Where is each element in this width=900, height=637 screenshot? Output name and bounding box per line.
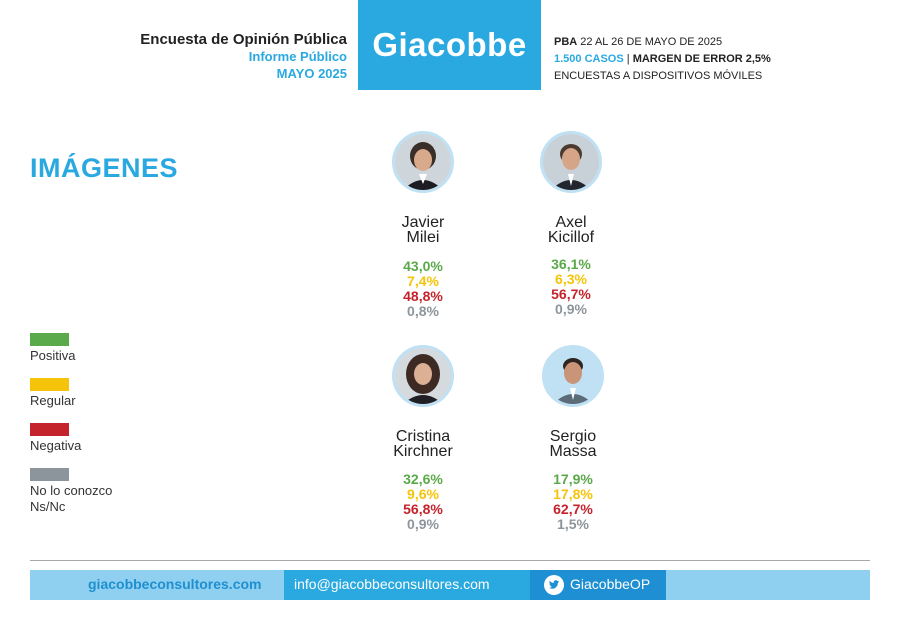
value-regular: 7,4% <box>407 273 439 289</box>
survey-header-left <box>140 31 347 82</box>
avatar-kirchner <box>392 345 454 407</box>
value-positiva: 36,1% <box>551 256 591 272</box>
legend-swatch-unknown <box>30 468 69 481</box>
margin-of-error: MARGEN DE ERROR 2,5% <box>632 53 771 65</box>
section-title: IMÁGENES <box>30 153 179 183</box>
candidate-name <box>358 429 488 459</box>
legend-label-negative: Negativa <box>30 438 82 453</box>
avatar-kicillof <box>540 131 602 193</box>
survey-method: ENCUESTAS A DISPOSITIVOS MÓVILES <box>554 70 763 82</box>
cases-count: 1.500 CASOS <box>554 53 624 65</box>
candidate-first-name: Javier <box>401 214 445 231</box>
email-box <box>284 570 530 600</box>
value-positiva: 43,0% <box>403 258 443 274</box>
legend-nc <box>30 468 112 515</box>
legend-label-regular: Regular <box>30 393 76 408</box>
value-positiva: 17,9% <box>553 471 593 487</box>
legend-negativa <box>30 423 81 454</box>
candidate-name <box>358 215 488 245</box>
value-nc: 0,8% <box>407 303 439 319</box>
website-link[interactable]: giacobbeconsultores.com <box>88 576 262 592</box>
portrait-icon <box>543 134 599 190</box>
legend-swatch-positive <box>30 333 69 346</box>
separator: | <box>623 53 633 65</box>
candidate-massa <box>508 345 638 532</box>
twitter-box <box>530 570 666 600</box>
candidate-name <box>508 429 638 459</box>
survey-title: Encuesta de Opinión Pública <box>140 31 347 48</box>
report-date: MAYO 2025 <box>276 66 347 81</box>
value-positiva: 32,6% <box>403 471 443 487</box>
candidate-last-name: Kirchner <box>393 443 453 460</box>
survey-header-right <box>554 34 771 85</box>
candidate-last-name: Milei <box>406 229 440 246</box>
date-range: 22 AL 26 DE MAYO DE 2025 <box>577 36 723 48</box>
candidate-values <box>358 472 488 532</box>
portrait-icon <box>395 134 451 190</box>
footer-divider <box>30 560 870 561</box>
twitter-icon <box>544 575 564 595</box>
survey-dates <box>554 34 771 51</box>
value-negativa: 56,8% <box>403 501 443 517</box>
candidate-last-name: Kicillof <box>547 229 595 246</box>
candidate-first-name: Axel <box>555 214 587 231</box>
report-type: Informe Público <box>248 49 347 64</box>
legend-positiva <box>30 333 76 364</box>
value-negativa: 62,7% <box>553 501 593 517</box>
legend-label-positive: Positiva <box>30 348 76 363</box>
portrait-icon <box>395 348 451 404</box>
candidate-values <box>508 472 638 532</box>
email-link[interactable]: info@giacobbeconsultores.com <box>294 576 490 592</box>
candidate-last-name: Massa <box>549 443 597 460</box>
footer-bar <box>30 570 870 600</box>
candidate-first-name: Sergio <box>549 428 597 445</box>
value-negativa: 48,8% <box>403 288 443 304</box>
value-negativa: 56,7% <box>551 286 591 302</box>
candidate-kicillof <box>506 131 636 317</box>
legend-label-unknown: No lo conozco <box>30 483 113 498</box>
portrait-icon <box>545 348 601 404</box>
legend-regular <box>30 378 76 409</box>
legend-label-nsnc: Ns/Nc <box>30 499 66 514</box>
value-nc: 0,9% <box>555 301 587 317</box>
twitter-handle[interactable]: GiacobbeOP <box>570 576 651 592</box>
value-regular: 9,6% <box>407 486 439 502</box>
candidate-kirchner <box>358 345 488 532</box>
avatar-milei <box>392 131 454 193</box>
candidate-values <box>358 259 488 319</box>
brand-logo: Giacobbe <box>358 0 541 90</box>
value-nc: 0,9% <box>407 516 439 532</box>
legend-swatch-regular <box>30 378 69 391</box>
candidate-values <box>506 257 636 317</box>
candidate-name <box>506 215 636 245</box>
avatar-massa <box>542 345 604 407</box>
candidate-first-name: Cristina <box>395 428 451 445</box>
value-regular: 6,3% <box>555 271 587 287</box>
value-nc: 1,5% <box>557 516 589 532</box>
sample-info <box>554 51 771 68</box>
candidate-milei <box>358 131 488 319</box>
legend-swatch-negative <box>30 423 69 436</box>
region-label: PBA <box>554 36 578 48</box>
value-regular: 17,8% <box>553 486 593 502</box>
